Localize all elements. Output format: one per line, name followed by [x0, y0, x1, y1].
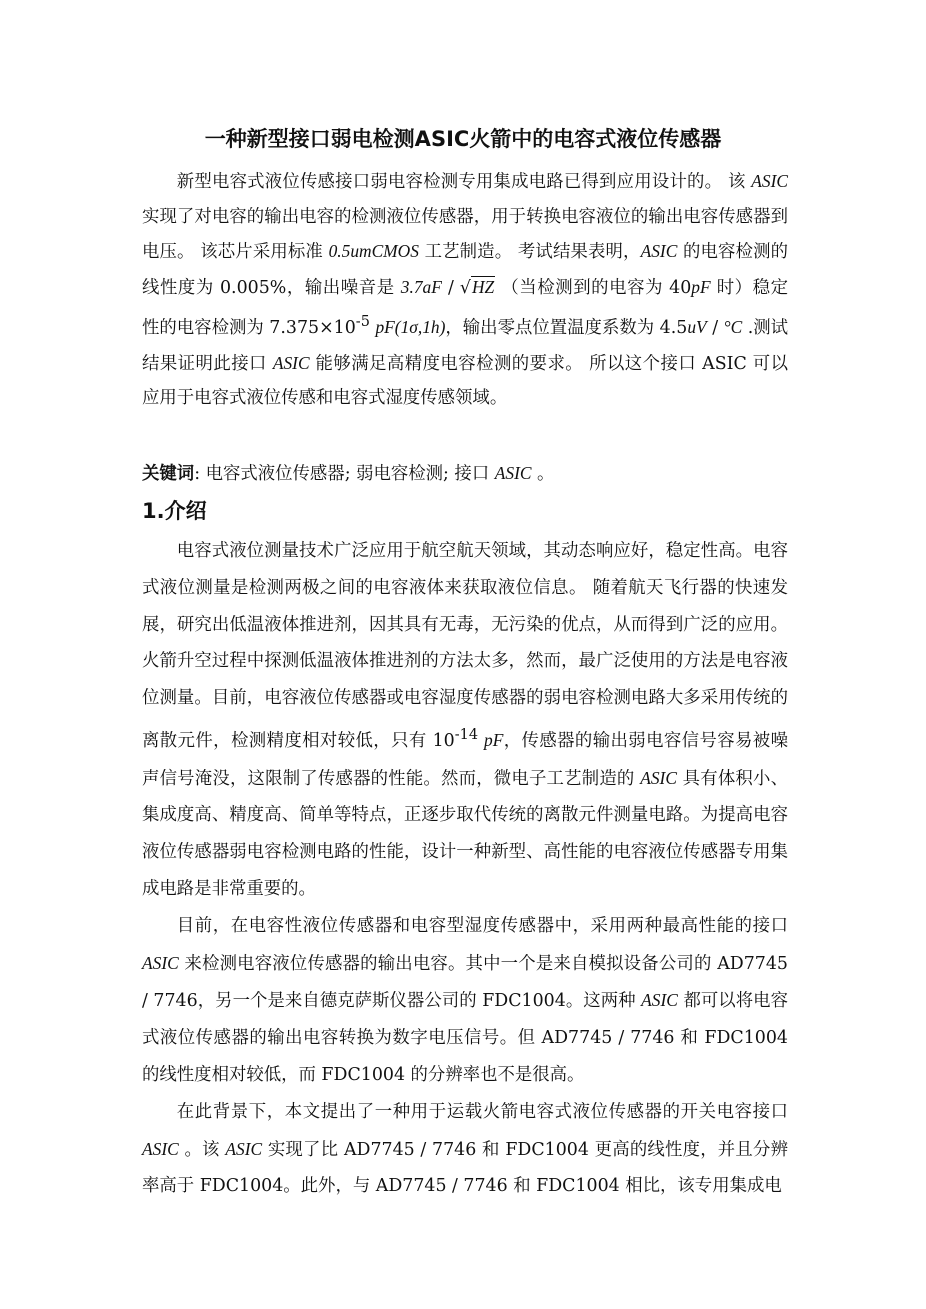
paragraph-text: 在此背景下，本文提出了一种用于运载火箭电容式液位传感器的开关电容接口 [176, 1101, 788, 1122]
body-paragraph [142, 533, 788, 908]
asic-term: ASIC [142, 1138, 179, 1159]
asic-term: ASIC [640, 767, 677, 788]
asic-term: ASIC [494, 463, 532, 483]
abstract-text: 实现了对电容的输出电容的检测液位传感器，用于转换电容液位的输出电容传感器到电压。 该芯片采用标准 [142, 206, 788, 263]
exponent: -5 [355, 314, 370, 331]
asic-term: ASIC [225, 1138, 263, 1159]
asic-term: ASIC [641, 990, 678, 1011]
stability-condition: (1σ,1h) [394, 317, 446, 338]
paper-title: 一种新型接口弱电检测ASIC火箭中的电容式液位传感器 [204, 127, 722, 151]
abstract-text: 时）稳定性的电容检测为 7.375×10 [142, 277, 789, 339]
asic-term: ASIC [142, 952, 179, 973]
abstract-text: 新型电容式液位传感接口弱电容检测专用集成电路已得到应用设计的。 该 [176, 172, 752, 192]
body-paragraph [142, 908, 788, 1094]
unit-pf: pF [375, 317, 395, 338]
asic-term: ASIC [640, 241, 678, 262]
paragraph-text: 。该 [178, 1139, 226, 1160]
paragraph-text: 都可以将电容式液位传感器的输出电容转换为数字电压信号。但 AD7745 / 7746 和 FDC1004 的线性度相对较低，而 FDC1004 的分辨率也不是很高。 [142, 991, 789, 1085]
abstract-text: 能够满足高精度电容检测的要求。 所以这个接口 ASIC 可以应用于电容式液位传感和电容式湿度传感领域。 [142, 353, 788, 409]
abstract-text: ，输出零点位置温度系数为 4.5 [445, 318, 688, 339]
temp-unit: °C [723, 317, 743, 338]
keywords-line [142, 458, 788, 489]
asic-term: ASIC [751, 171, 788, 191]
keywords-label: 关键词 [142, 464, 195, 484]
abstract-paragraph: 新型电容式液位传感接口弱电容检测专用集成电路已得到应用设计的。 该 ASIC 实现了对电容的输出电容的检测液位传感器，用于转换电容液位的输出电容传感器到电压。 该芯片采用标准 0.5umCMOS 工艺制造。 考试结果表明，ASIC 的电容检测的线性度为 0.005%，输出噪音是 3.7aF / √HZ （当检测到的电容为 40pF 时）稳定性的电容检测为 $7.375\times 10^{-5}$ pF(1σ,1h)，输出零点位置温度系数为 4.5uV / °C .测试结果证明此接口 ASIC 能够满足高精度电容检测的要求。 所以这个接口 ASIC 可以应用于电容式液位传感和电容式湿度传感领域。 [142, 171, 789, 409]
unit-pf: pF [484, 729, 504, 750]
keywords-end: 。 [531, 464, 555, 484]
temp-coef-unit: uV [687, 317, 707, 338]
section-heading: 1.介绍 [142, 499, 207, 523]
paragraph-text: 目前，在电容性液位传感器和电容型湿度传感器中，采用两种最高性能的接口 [176, 915, 788, 936]
section-body [142, 533, 788, 1205]
keywords-text: : 电容式液位传感器; 弱电容检测; 接口 [194, 464, 495, 484]
process-term: 0.5umCMOS [328, 241, 419, 262]
exponent: -14 [454, 726, 479, 743]
noise-unit: HZ [472, 276, 495, 297]
noise-value: 3.7aF [400, 276, 442, 297]
paragraph-text: 具有体积小、集成度高、精度高、简单等特点，正逐步取代传统的离散元件测量电路。为提高电容液位传感器弱电容检测电路的性能，设计一种新型、高性能的电容液位传感器专用集成电路是非常重要的。 [142, 768, 788, 899]
abstract-text: .测试结果证明此接口 [142, 318, 789, 374]
abstract-text: 的电容检测的线性度为 0.005%，输出噪音是 [142, 242, 788, 298]
unit-pf: pF [691, 276, 711, 297]
paragraph-text: ，传感器的输出弱电容信号容易被噪声信号淹没，这限制了传感器的性能。然而，微电子工艺制造的 [142, 730, 788, 789]
paragraph-text: 来检测电容液位传感器的输出电容。其中一个是来自模拟设备公司的 AD7745 / 7746，另一个是来自德克萨斯仪器公司的 FDC1004。这两种 [142, 953, 788, 1012]
abstract-text: 工艺制造。 考试结果表明， [418, 242, 641, 263]
abstract-text: （当检测到的电容为 40 [495, 277, 692, 298]
paragraph-text: 实现了比 AD7745 / 7746 和 FDC1004 更高的线性度，并且分辨率高于 FDC1004。此外，与 AD7745 / 7746 和 FDC1004 相比，该专用集成电 [142, 1139, 788, 1197]
paragraph-text: 电容式液位测量技术广泛应用于航空航天领域，其动态响应好，稳定性高。电容式液位测量是检测两极之间的电容液体来获取液位信息。 随着航天飞行器的快速发展，研究出低温液体推进剂，因其具有无毒，无污染的优点，从而得到广泛的应用。火箭升空过程中探测低温液体推进剂的方法太多，然而，最广泛使用的方法是电容液位测量。目前，电容液位传感器或电容湿度传感器的弱电容检测电路大多采用传统的离散元件，检测精度相对较低，只有 10 [142, 541, 788, 751]
asic-term: ASIC [272, 352, 310, 373]
body-paragraph [142, 1094, 788, 1205]
